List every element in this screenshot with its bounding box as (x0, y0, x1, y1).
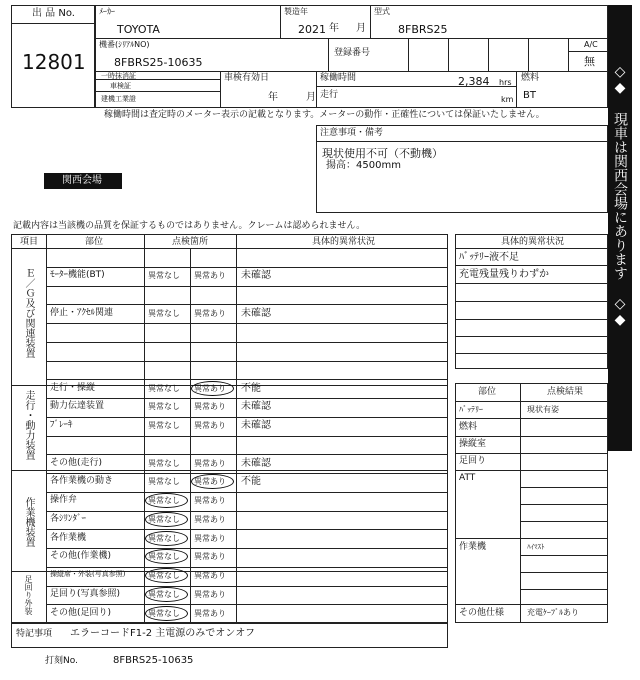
year-label: 製造年 (284, 7, 308, 16)
side-banner-text: ◇◆ 現車は関西会場にあります ◇◆ (612, 64, 628, 328)
row-abnormal-option: 異常あり (194, 309, 226, 318)
inspection-work-label: 作業機 (459, 542, 487, 552)
lot-number: 12801 (22, 50, 86, 74)
row-divider (46, 586, 448, 587)
circled-mark (145, 568, 188, 583)
row-normal-option: 異常なし (148, 271, 180, 280)
row-abnormal-option: 異常あり (194, 571, 226, 580)
inspection-work-value: ﾊｲﾏｽﾄ (527, 543, 545, 551)
col-item-header: 項目 (20, 237, 39, 247)
hours-label: 稼働時間 (320, 73, 357, 83)
row-divider (46, 473, 448, 474)
row-abnormal-option: 異常あり (194, 421, 226, 430)
row-part: 動力伝達装置 (50, 401, 105, 411)
fuel-label: 燃料 (521, 73, 540, 83)
row-abnormal-option: 異常あり (194, 459, 226, 468)
inspection-box (455, 383, 608, 623)
row-divider (46, 436, 448, 437)
row-detail: 不能 (241, 383, 261, 394)
row-divider (46, 511, 448, 512)
row-detail: 不能 (241, 476, 261, 487)
category-drive: 走行・動力装置 (23, 390, 34, 460)
row-abnormal-option: 異常あり (194, 402, 226, 411)
category-work: 作業機装置 (23, 497, 34, 547)
row-divider (46, 286, 448, 287)
expiry-month-unit: 月 (306, 92, 316, 103)
special-notes-text: エラーコードF1-2 主電源のみでオンオフ (70, 628, 255, 639)
row-part: 走行・操縦 (50, 383, 96, 393)
row-normal-option: 異常なし (148, 571, 180, 580)
inspection-battery-label: ﾊﾞｯﾃﾘｰ (459, 405, 483, 414)
col-check-header: 点検箇所 (172, 237, 209, 247)
inspection-battery-value: 現状有姿 (527, 405, 559, 414)
row-divider (46, 379, 448, 380)
row-part: 各作業機の動き (50, 476, 114, 486)
row-part: その他(走行) (50, 458, 103, 468)
row-part: 停止・ｱｸｾﾙ関連 (50, 308, 114, 318)
row-divider (46, 604, 448, 605)
category-foot: 足回り外装 (24, 575, 33, 615)
row-part: 操縦席・外装(写真参照) (50, 570, 126, 578)
hours-unit: hrs (499, 78, 512, 87)
row-normal-option: 異常なし (148, 496, 180, 505)
row-normal-option: 異常なし (148, 590, 180, 599)
temp-cert-label: 一時抹消証 (101, 72, 136, 80)
row-normal-option: 異常なし (148, 515, 180, 524)
row-part: 各ｼﾘﾝﾀﾞｰ (50, 514, 87, 524)
row-abnormal-option: 異常あり (194, 384, 226, 393)
circled-mark (145, 606, 188, 621)
right-detail-header: 具体的異常状況 (501, 237, 565, 247)
row-detail: 未確認 (241, 401, 271, 412)
fuel-value: BT (523, 90, 536, 101)
lot-label: 出 品 No. (32, 8, 75, 19)
row-normal-option: 異常なし (148, 309, 180, 318)
col-detail-header: 具体的異常状況 (312, 237, 376, 247)
serial-label: 機番(ｼﾘｱﾙNO) (99, 40, 150, 49)
row-divider (46, 492, 448, 493)
maker-value: TOYOTA (117, 23, 160, 36)
row-divider (46, 529, 448, 530)
inspection-expiry-label: 車検有効日 (224, 73, 270, 83)
row-part: ﾓｰﾀｰ機能(BT) (50, 270, 105, 280)
inspection-other-value: 充電ｹｰﾌﾞﾙあり (527, 608, 579, 617)
ac-label: A/C (584, 40, 598, 49)
hours-value: 2,384 (458, 75, 490, 88)
expiry-year-unit: 年 (268, 92, 278, 103)
row-part: 各作業機 (50, 533, 87, 543)
row-part: ﾌﾞﾚｰｷ (50, 420, 73, 430)
registration-label: 登録番号 (334, 48, 371, 58)
hours-disclaimer: 稼働時間は査定時のメーター表示の記載となります。メーターの動作・正確性については保証いたしません。 (104, 110, 545, 120)
serial-value: 8FBRS25-10635 (114, 56, 203, 69)
special-cert-label: 建機工業證 (101, 95, 136, 103)
row-part: 足回り(写真参照) (50, 589, 121, 599)
inspection-result-header: 点検結果 (547, 387, 584, 397)
row-normal-option: 異常なし (148, 402, 180, 411)
row-detail: 未確認 (241, 308, 271, 319)
year-unit: 年 (329, 23, 339, 34)
row-divider (46, 361, 448, 362)
right-detail-line-1: ﾊﾞｯﾃﾘｰ液不足 (459, 252, 519, 263)
row-normal-option: 異常なし (148, 477, 180, 486)
col-part-header: 部位 (85, 237, 104, 247)
circled-mark (191, 381, 234, 396)
row-divider (46, 398, 448, 399)
row-detail: 未確認 (241, 420, 271, 431)
circled-mark (145, 493, 188, 508)
row-detail: 未確認 (241, 270, 271, 281)
row-divider (46, 454, 448, 455)
inspection-part-header: 部位 (478, 387, 497, 397)
inspection-fuel-label: 燃料 (459, 422, 478, 432)
special-notes-label: 特記事項 (16, 629, 53, 639)
travel-label: 走行 (320, 90, 339, 100)
stamp-label: 打刻No. (45, 656, 78, 666)
row-abnormal-option: 異常あり (194, 515, 226, 524)
ac-value: 無 (584, 55, 595, 68)
row-normal-option: 異常なし (148, 552, 180, 561)
row-normal-option: 異常なし (148, 609, 180, 618)
row-detail: 未確認 (241, 458, 271, 469)
check-table (11, 234, 448, 623)
venue-badge-label: 関西会場 (62, 175, 102, 186)
row-normal-option: 異常なし (148, 534, 180, 543)
category-engine: Ｅ／Ｇ及び関連装置 (23, 268, 34, 358)
row-divider (46, 304, 448, 305)
month-unit: 月 (356, 23, 366, 34)
circled-mark (145, 587, 188, 602)
notes-label: 注意事項・備考 (320, 128, 384, 138)
km-unit: km (501, 95, 514, 104)
circled-mark (191, 474, 234, 489)
row-normal-option: 異常なし (148, 384, 180, 393)
row-abnormal-option: 異常あり (194, 552, 226, 561)
notes-line-2: 揚高：4500mm (326, 160, 401, 171)
circled-mark (145, 512, 188, 527)
inspection-foot-label: 足回り (459, 456, 487, 466)
row-part: その他(作業機) (50, 551, 112, 561)
notes-line-1: 現状使用不可（不動機） (322, 147, 443, 160)
quality-disclaimer: 記載内容は当該機の品質を保証するものではありません。クレームは認められません。 (13, 221, 366, 231)
row-abnormal-option: 異常あり (194, 609, 226, 618)
row-divider (46, 548, 448, 549)
year-value: 2021 (298, 23, 326, 36)
row-abnormal-option: 異常あり (194, 590, 226, 599)
inspection-other-label: その他仕様 (459, 608, 505, 618)
inspection-att-label: ATT (459, 473, 476, 483)
row-normal-option: 異常なし (148, 459, 180, 468)
row-divider (46, 342, 448, 343)
row-abnormal-option: 異常あり (194, 496, 226, 505)
row-divider (46, 567, 448, 568)
row-part: 操作弁 (50, 495, 78, 505)
circled-mark (145, 549, 188, 564)
inspection-cab-label: 操縦室 (459, 439, 487, 449)
model-label: 型式 (374, 7, 390, 16)
row-abnormal-option: 異常あり (194, 534, 226, 543)
right-detail-line-2: 充電残量残りわずか (459, 269, 549, 280)
row-part: その他(足回り) (50, 608, 112, 618)
row-divider (46, 323, 448, 324)
row-abnormal-option: 異常あり (194, 271, 226, 280)
inspection-cert-label: 車検証 (110, 82, 131, 90)
maker-label: ﾒｰｶｰ (99, 7, 115, 16)
row-divider (46, 417, 448, 418)
model-value: 8FBRS25 (398, 23, 448, 36)
row-divider (46, 267, 448, 268)
row-abnormal-option: 異常あり (194, 477, 226, 486)
stamp-value: 8FBRS25-10635 (113, 655, 194, 666)
row-normal-option: 異常なし (148, 421, 180, 430)
circled-mark (145, 531, 188, 546)
